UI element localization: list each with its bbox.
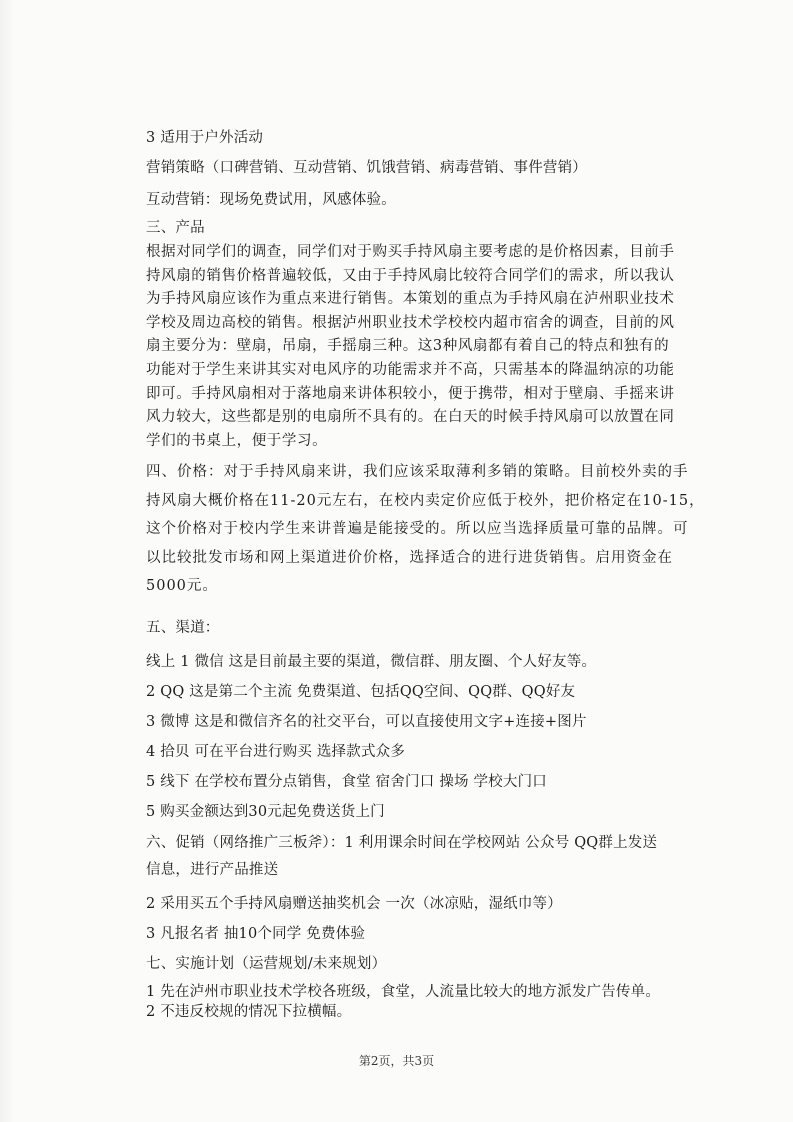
text-line: 2 采用买五个手持风扇赠送抽奖机会 一次（冰凉贴，湿纸巾等）: [146, 896, 562, 912]
text-line: 信息，进行产品推送: [146, 862, 279, 878]
text-line: 2 QQ 这是第二个主流 免费渠道、包括QQ空间、QQ群、QQ好友: [146, 684, 576, 700]
paragraph-line: 学们的书桌上，便于学习。: [146, 432, 328, 449]
text-line: 3 凡报名者 抽10个同学 免费体验: [146, 926, 366, 942]
paragraph-line: 学校及周边高校的销售。根据泸州职业技术学校校内超市宿舍的调查，目前的风: [146, 314, 675, 331]
text-line: 5 购买金额达到30元起免费送货上门: [146, 804, 385, 820]
scan-shadow: [0, 0, 14, 1122]
paragraph-line: 根据对同学们的调查，同学们对于购买手持风扇主要考虑的是价格因素，目前手: [146, 244, 675, 260]
price-paragraph: [146, 458, 705, 601]
text-line: 4 拾贝 可在平台进行购买 选择款式众多: [146, 744, 406, 760]
paragraph-line: 持风扇大概价格在11-20元左右，在校内卖定价应低于校外，把价格定在10-15，: [146, 492, 705, 509]
paragraph-line: 为手持风扇应该作为重点来进行销售。本策划的重点为手持风扇在泸州职业技术: [146, 291, 675, 308]
text-line: 1 先在泸州市职业技术学校各班级，食堂，人流量比较大的地方派发广告传单。: [146, 984, 661, 1000]
paragraph-line: 以比较批发市场和网上渠道进价价格，选择适合的进行进货销售。启用资金在: [146, 549, 673, 566]
paragraph-line: 这个价格对于校内学生来讲普遍是能接受的。所以应当选择质量可靠的品牌。可: [146, 521, 689, 538]
paragraph-line: 5000元。: [146, 578, 218, 595]
paragraph-line: 功能对于学生来讲其实对电风序的功能需求并不高，只需基本的降温纳凉的功能: [146, 361, 675, 378]
section-heading: 六、促销（网络推广三板斧）：1 利用课余时间在学校网站 公众号 QQ群上发送: [146, 835, 658, 851]
section-heading: 三、产品: [146, 220, 205, 236]
section-heading: 五、渠道：: [146, 620, 220, 636]
product-paragraph: [146, 241, 686, 453]
text-line: 3 微博 这是和微信齐名的社交平台，可以直接使用文字+连接+图片: [146, 714, 587, 730]
text-line: 线上 1 微信 这是目前最主要的渠道，微信群、朋友圈、个人好友等。: [146, 654, 597, 670]
paragraph-line: 即可。手持风扇相对于落地扇来讲体积较小，便于携带，相对于壁扇、手摇来讲: [146, 385, 675, 402]
text-line: 互动营销：现场免费试用，风感体验。: [146, 192, 396, 208]
text-line: 3 适用于户外活动: [146, 130, 264, 146]
section-heading: 七、实施计划（运营规划/未来规划）: [146, 956, 387, 972]
paragraph-line: 扇主要分为：壁扇，吊扇，手摇扇三种。这3种风扇都有着自己的特点和独有的: [146, 338, 670, 355]
paragraph-line: 持风扇的销售价格普遍较低，又由于手持风扇比较符合同学们的需求，所以我认: [146, 267, 675, 284]
text-line: 5 线下 在学校布置分点销售，食堂 宿舍门口 操场 学校大门口: [146, 774, 547, 790]
paragraph-line: 风力较大，这些都是别的电扇所不具有的。在白天的时候手持风扇可以放置在同: [146, 409, 675, 426]
text-line: 2 不违反校规的情况下拉横幅。: [146, 1004, 352, 1020]
page-footer: 第2页，共3页: [358, 1054, 435, 1068]
paragraph-line: 四、价格：对于手持风扇来讲，我们应该采取薄利多销的策略。目前校外卖的手: [146, 464, 689, 480]
text-line: 营销策略（口碑营销、互动营销、饥饿营销、病毒营销、事件营销）: [146, 160, 587, 176]
